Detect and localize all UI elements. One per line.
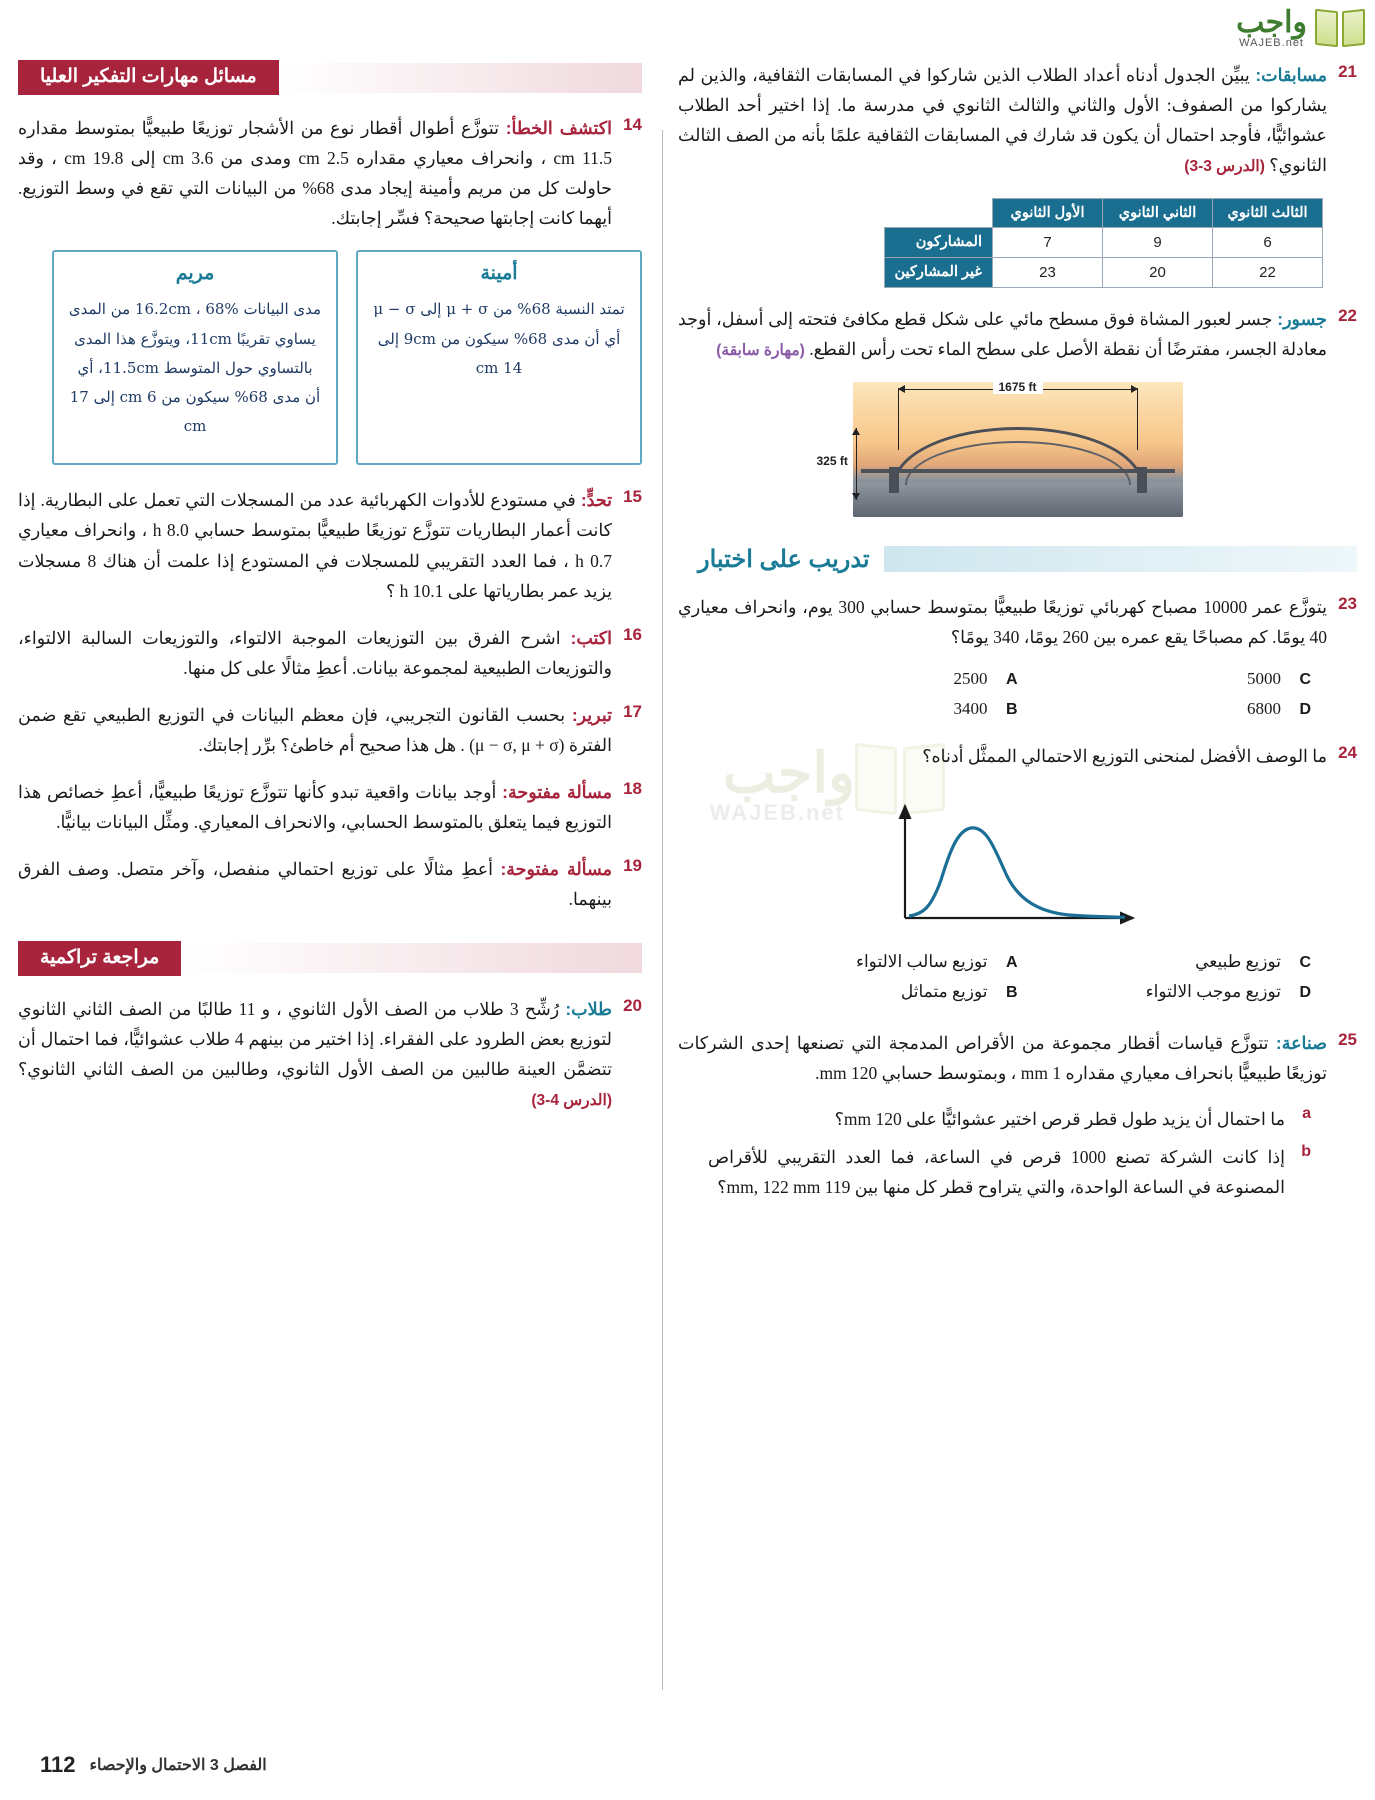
choice-text: توزيع طبيعي: [1195, 951, 1281, 971]
part-letter: b: [1301, 1142, 1311, 1160]
problem-text: أعطِ مثالًا على توزيع احتمالي منفصل، وآخر متصل. وصف الفرق بينهما.: [18, 859, 612, 910]
row-header-nonparticipants: غير المشاركين: [884, 257, 993, 287]
logo-name-ar: واجب: [1236, 6, 1307, 39]
row-header-participants: المشاركون: [884, 227, 993, 257]
problem-keyword: اكتب:: [570, 627, 613, 648]
section-title: مراجعة تراكمية: [18, 941, 181, 976]
problem-23: [678, 592, 1357, 652]
choice-A[interactable]: [724, 669, 1018, 689]
problem-keyword: طلاب:: [565, 998, 612, 1019]
problem-keyword: مسألة مفتوحة:: [500, 859, 612, 880]
cell-r2c3: 22: [1213, 257, 1323, 287]
table-head: [884, 198, 1323, 227]
problem-text: رُشِّح 3 طلاب من الصف الأول الثانوي ، و 11 طالبًا من الصف الثاني الثانوي لتوزيع بعض الطرود على الفقراء. إذا اختير من بينهم 4 طلاب عشوائيًّا، فما احتمال أن تتضمَّن العينة طالبين من الصف الأول الثانوي، وطالبين من الصف الثاني الثانوي؟: [18, 998, 612, 1079]
cell-r2c2: 20: [1103, 257, 1213, 287]
problem-18: [18, 777, 642, 837]
span-label: 1675 ft: [992, 380, 1042, 394]
bridge-figure: [816, 379, 1183, 517]
choice-text: توزيع سالب الالتواء: [855, 951, 988, 971]
answer-box-title: مريم: [175, 263, 215, 285]
left-column: [0, 60, 660, 1730]
part-letter: a: [1302, 1105, 1311, 1123]
table-col-header-2: الثاني الثانوي: [1103, 198, 1213, 227]
table-row: [884, 227, 1323, 257]
choices-row-23-1: [724, 669, 1311, 689]
participation-table: [884, 198, 1324, 288]
answer-box-text: مدى البيانات 16.2cm ، 68% من المدى يساوي تقريبًا 11cm، ويتوزَّع هذا المدى بالتساوي حول المتوسط 11.5cm، أي أن مدى 68% سيكون من 6 cm إلى 17 cm: [68, 300, 322, 436]
logo-name-en: WAJEB.net: [1239, 37, 1304, 49]
problem-number: 14: [623, 115, 642, 134]
choices-row-24-1: [724, 952, 1311, 972]
answer-box-maryam: [52, 250, 338, 465]
section-title: مسائل مهارات التفكير العليا: [18, 60, 279, 95]
problem-16: [18, 623, 642, 683]
problem-keyword: جسور:: [1277, 308, 1327, 329]
problem-number: 21: [1338, 62, 1357, 81]
problem-text: يبيِّن الجدول أدناه أعداد الطلاب الذين شاركوا في المسابقات الثقافية، والذين لم يشاركوا من الصفوف: الأول والثاني والثالث الثانوي في مدرسة ما. إذا اختير أحد الطلاب عشوائيًّا، فأوجد احتمال أن يكون قد شارك في المسابقات الثقافية علمًا بأنه من الصف الثالث الثانوي؟: [678, 65, 1327, 176]
lesson-reference: (الدرس 4-3): [531, 1091, 612, 1109]
footer-page-number: 112: [40, 1752, 76, 1777]
choice-D[interactable]: [1018, 699, 1312, 719]
problem-25-part-a: [708, 1105, 1311, 1135]
problem-25-part-b: [708, 1143, 1311, 1203]
part-text: إذا كانت الشركة تصنع 1000 قرص في الساعة، فما العدد التقريبي للأقراص المصنوعة في الساعة الواحدة، والتي يتراوح قطر كل منها بين 119 mm, 122 mm؟: [708, 1146, 1285, 1197]
problem-body: [18, 994, 612, 1115]
problem-body: [18, 700, 612, 760]
problem-text: في مستودع للأدوات الكهربائية عدد من المسجلات التي تعمل على البطارية. إذا كانت أعمار البطاريات تتوزَّع توزيعًا طبيعيًّا بمتوسط حسابي 8.0 h ، وانحراف معياري 0.7 h ، فما العدد التقريبي للمسجلات في المستودع إذا علمت أن هناك 8 مسجلات يزيد عمر بطارياتها على 10.1 h ؟: [18, 490, 612, 601]
problem-keyword: مسابقات:: [1255, 65, 1327, 85]
section-title: تدريب على اختبار: [678, 543, 884, 576]
cell-r1c3: 6: [1213, 227, 1323, 257]
problem-keyword: تبرير:: [571, 704, 612, 725]
choice-text: 2500: [953, 668, 988, 688]
book-icon: [1315, 10, 1365, 48]
cell-r1c1: 7: [993, 227, 1103, 257]
answer-box-text: تمتد النسبة 68% من μ + σ إلى μ − σ أي أن مدى 68% سيكون من 9cm إلى 14 cm: [373, 300, 625, 377]
lesson-reference: (الدرس 3-3): [1184, 158, 1265, 176]
problem-keyword: تحدٍّ:: [580, 490, 613, 511]
choice-letter: A: [1005, 670, 1018, 688]
problem-body: [18, 623, 612, 683]
choice-letter: C: [1299, 670, 1311, 688]
problem-text: تتوزَّع أطوال أقطار نوع من الأشجار توزيعًا طبيعيًّا بمتوسط مقداره 11.5 cm ، وانحراف معياري مقداره 2.5 cm ومدى من 3.6 cm إلى 19.8 cm ، وقد حاولت كل من مريم وأمينة إيجاد مدى 68% من البيانات التي تقع في وسط التوزيع. أيهما كانت إجابتها صحيحة؟ فسِّر إجابتك.: [18, 118, 613, 229]
problem-body: [18, 485, 612, 605]
problem-body: ما الوصف الأفضل لمنحنى التوزيع الاحتمالي الممثَّل أدناه؟: [922, 745, 1327, 766]
right-column: [660, 60, 1375, 1730]
table-col-header-1: الأول الثانوي: [993, 198, 1103, 227]
problem-15: [18, 485, 642, 605]
problem-20: [18, 994, 642, 1115]
table-header-row: [884, 198, 1323, 227]
table-row: [884, 257, 1323, 287]
problem-number: 25: [1338, 1029, 1357, 1049]
choice-text: توزيع موجب الالتواء: [1145, 981, 1281, 1001]
problem-number: 22: [1338, 305, 1357, 325]
skew-curve-svg: [883, 788, 1153, 938]
part-text: ما احتمال أن يزيد طول قطر قرص اختير عشوائيًّا على 120 mm؟: [834, 1109, 1285, 1130]
choices-row-24-2: [724, 982, 1311, 1002]
problem-body: [678, 1028, 1327, 1088]
page-footer: [0, 1752, 1375, 1778]
problem-body: يتوزَّع عمر 10000 مصباح كهربائي توزيعًا طبيعيًّا بمتوسط حسابي 300 يوم، وانحراف معياري 40 يومًا. كم مصباحًا يقع عمره بين 260 يومًا، 340 يومًا؟: [678, 596, 1327, 647]
choice-text: توزيع متماثل: [900, 981, 988, 1001]
problem-17: [18, 700, 642, 760]
choice-B[interactable]: [724, 699, 1018, 719]
choice-text: 6800: [1247, 698, 1281, 718]
problem-text: بحسب القانون التجريبي، فإن معظم البيانات في التوزيع الطبيعي تقع ضمن الفترة (μ − σ, μ + σ) . هل هذا صحيح أم خاطئ؟ برِّر إجابتك.: [18, 704, 612, 756]
problem-body: [18, 777, 612, 837]
watermark-subtext: WAJEB.net: [709, 800, 845, 825]
problem-keyword: صناعة:: [1275, 1032, 1328, 1053]
choice-letter: B: [1005, 700, 1018, 718]
watermark-text: واجب: [722, 741, 855, 804]
choice-B[interactable]: [724, 982, 1018, 1002]
section-header-cumulative: [18, 941, 642, 976]
problem-number: 19: [623, 856, 642, 876]
table-col-header-blank: [884, 198, 993, 227]
student-answer-boxes: [52, 250, 642, 465]
problem-number: 24: [1338, 742, 1357, 762]
choice-letter: D: [1299, 983, 1311, 1001]
table-body: [884, 227, 1323, 287]
choice-C[interactable]: [1018, 669, 1312, 689]
section-header-higher-order: [18, 60, 642, 95]
problem-body: [18, 113, 612, 233]
problem-19: [18, 854, 642, 914]
choice-C[interactable]: [1018, 952, 1312, 972]
skewed-distribution-figure: [883, 788, 1153, 938]
choice-letter: C: [1299, 953, 1311, 971]
site-logo: [1236, 8, 1365, 49]
table-col-header-3: الثالث الثانوي: [1213, 198, 1323, 227]
problem-text: اشرح الفرق بين التوزيعات الموجبة الالتواء، والتوزيعات السالبة الالتواء، والتوزيعات الطبيعية لمجموعة بيانات. أعطِ مثالًا على كل منها.: [18, 627, 612, 678]
choice-letter: B: [1005, 983, 1018, 1001]
problem-keyword: اكتشف الخطأ:: [505, 118, 612, 138]
problem-25: [678, 1028, 1357, 1088]
problem-21: [678, 60, 1357, 181]
problem-body: [678, 304, 1327, 365]
span-dimension: [898, 380, 1138, 398]
choice-text: 3400: [953, 698, 988, 718]
problem-text: أوجد بيانات واقعية تبدو كأنها تتوزَّع توزيعًا طبيعيًّا، أعطِ خصائص هذا التوزيع فيما يتعلق بالمتوسط الحسابي، والانحراف المعياري. ومثِّل البيانات بيانيًّا.: [18, 782, 612, 833]
problem-text: جسر لعبور المشاة فوق مسطح مائي على شكل قطع مكافئ فتحته إلى أسفل، أوجد معادلة الجسر، مفترضًا أن نقطة الأصل على سطح الماء تحت رأس القطع.: [678, 308, 1327, 360]
footer-chapter-title: الفصل 3 الاحتمال والإحصاء: [89, 1757, 267, 1774]
choice-text: 5000: [1247, 668, 1281, 688]
problem-text: تتوزَّع قياسات أقطار مجموعة من الأقراص المدمجة التي تصنعها إحدى الشركات توزيعًا طبيعيًّا بانحراف معياري مقداره 1 mm ، وبمتوسط حسابي 120 mm.: [678, 1032, 1327, 1084]
problem-body: [18, 854, 612, 914]
choice-D[interactable]: [1018, 982, 1312, 1002]
skill-hint: (مهارة سابقة): [716, 342, 805, 360]
section-header-test-practice: [678, 543, 1357, 576]
answer-box-title: أمينة: [480, 263, 518, 285]
cell-r2c1: 23: [993, 257, 1103, 287]
choice-A[interactable]: [724, 952, 1018, 972]
problem-number: 23: [1338, 593, 1357, 613]
bridge-photo: [853, 382, 1183, 517]
problem-22: [678, 304, 1357, 365]
problem-keyword: مسألة مفتوحة:: [502, 782, 612, 803]
problem-number: 16: [623, 624, 642, 644]
problem-number: 17: [623, 701, 642, 721]
choice-letter: D: [1299, 700, 1311, 718]
problem-24: [678, 741, 1357, 771]
height-label: 325 ft: [813, 452, 852, 470]
problem-number: 20: [623, 995, 642, 1015]
choices-row-23-2: [724, 699, 1311, 719]
answer-box-amina: [356, 250, 642, 465]
problem-body: [678, 60, 1327, 181]
problem-number: 18: [623, 779, 642, 799]
choice-letter: A: [1005, 953, 1018, 971]
problem-number: 15: [623, 487, 642, 507]
problem-14: [18, 113, 642, 233]
height-dimension: [816, 428, 865, 500]
cell-r1c2: 9: [1103, 227, 1213, 257]
